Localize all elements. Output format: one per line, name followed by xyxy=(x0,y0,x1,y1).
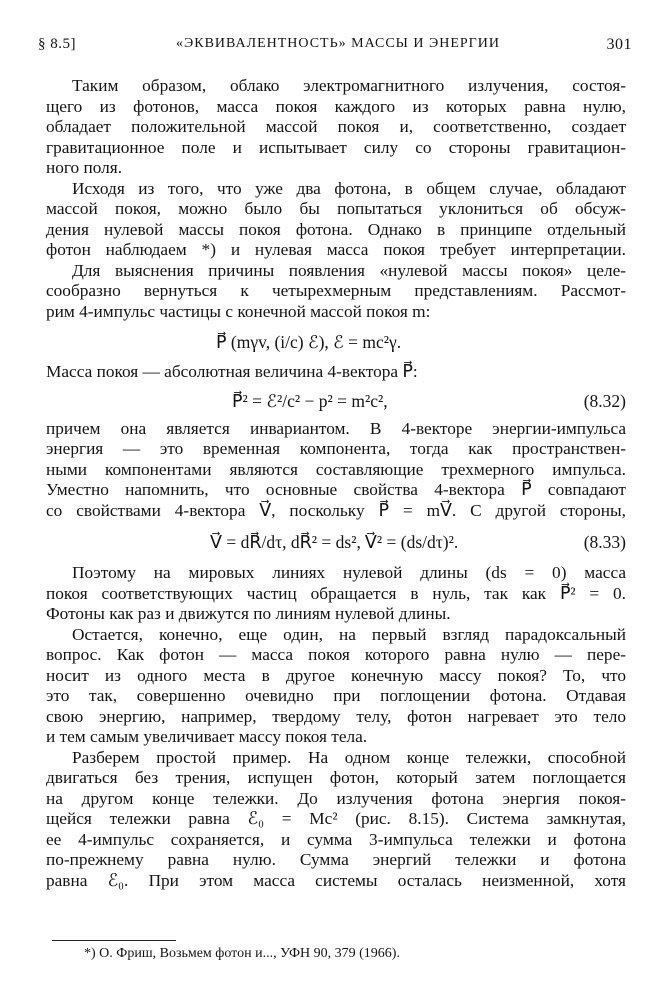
equation-8-32 xyxy=(46,383,626,419)
text-line: равна ℰ₀. При этом масса системы осталась неизменной, хотя xyxy=(46,870,626,890)
text-line: и тем самым увеличивает массу покоя тела. xyxy=(46,727,368,746)
text-line: Уместно напомнить, что основные свойства 4-вектора P⃗ совпадают xyxy=(46,480,626,499)
equation-formula: P⃗² = ℰ²/c² − p² = m²c², xyxy=(232,390,388,411)
text-line: ее 4-импульс сохраняется, и сумма 3-импульса тележки и фотона xyxy=(46,829,626,849)
chapter-title: «ЭКВИВАЛЕНТНОСТЬ» МАССЫ И ЭНЕРГИИ xyxy=(176,36,500,51)
equation-formula: V⃗ = dR⃗/dτ, dR⃗² = ds², V⃗² = (ds/dτ)². xyxy=(210,532,459,552)
page-number: 301 xyxy=(606,36,632,53)
text-line: Разберем простой пример. На одном конце тележки, способной xyxy=(72,747,626,767)
text-line: фотон наблюдаем *) и нулевая масса покоя требует интерпретации. xyxy=(46,240,626,259)
equation-number: (8.33) xyxy=(583,532,626,552)
text-line: ными компонентами являются составляющие трехмерного импульса. xyxy=(46,459,626,479)
text-line: Исходя из того, что уже два фотона, в общем случае, обладают xyxy=(72,178,626,198)
text-line: двигаться без трения, испущен фотон, который затем поглощается xyxy=(46,768,626,787)
text-line: вопрос. Как фотон — масса покоя которого равна нулю — пере- xyxy=(46,645,626,664)
section-number: § 8.5] xyxy=(38,36,76,52)
text-line: со свойствами 4-вектора V⃗, поскольку P⃗ = mV⃗. С другой стороны, xyxy=(46,500,626,520)
text-line: ного поля. xyxy=(46,158,123,177)
text-line: это так, совершенно очевидно при поглощении фотона. Отдавая xyxy=(46,686,626,705)
text-line: Остается, конечно, еще один, на первый взгляд парадоксальный xyxy=(72,624,626,644)
text-line: носит из одного места в другое конечную массу покоя? То, что xyxy=(46,665,626,685)
text-line: Фотоны как раз и движутся по линиям нулевой длины. xyxy=(46,604,451,623)
footnote: *) О. Фриш, Возьмем фотон и..., УФН 90, 379 (1966). xyxy=(84,946,400,961)
text-line: по-прежнему равна нулю. Сумма энергий тележки и фотона xyxy=(46,850,626,869)
equation-8-33 xyxy=(46,521,626,563)
text-line: щего из фотонов, масса покоя каждого из которых равна нулю, xyxy=(46,96,626,116)
text-line: на другом конце тележки. До излучения фотона энергия покоя- xyxy=(46,788,626,808)
text-line: покоя соответствующих частиц обращается в нуль, так как P⃗² = 0. xyxy=(46,583,626,603)
text-line: дения нулевой массы покоя фотона. Однако в принципе отдельный xyxy=(46,219,626,239)
text-line: свою энергию, например, твердому телу, фотон нагревает это тело xyxy=(46,706,626,726)
footnote-rule xyxy=(52,940,176,941)
equation-formula: P⃗ (mγv, (i/c) ℰ), ℰ = mc²γ. xyxy=(216,332,402,352)
text-line: Поэтому на мировых линиях нулевой длины (ds = 0) масса xyxy=(72,563,626,582)
text-line: энергия — это временная компонента, тогда как пространствен- xyxy=(46,439,626,458)
equation-4-momentum xyxy=(46,322,626,362)
page-body xyxy=(46,76,626,891)
text-line: Масса покоя — абсолютная величина 4-вектора P⃗: xyxy=(46,362,418,381)
text-line: сообразно вернуться к четырехмерным представлениям. Рассмот- xyxy=(46,281,626,300)
text-line: Таким образом, облако электромагнитного излучения, состоя- xyxy=(72,76,626,95)
text-line: щейся тележки равна ℰ₀ = Mc² (рис. 8.15). Система замкнутая, xyxy=(46,809,626,828)
text-line: причем она является инвариантом. В 4-векторе энергии-импульса xyxy=(46,418,626,438)
text-line: массой покоя, можно было бы попытаться уклониться об обсуж- xyxy=(46,199,626,218)
equation-number: (8.32) xyxy=(583,390,626,411)
text-line: обладает положительной массой покоя и, соответственно, создает xyxy=(46,117,626,136)
text-line: Для выяснения причины появления «нулевой массы покоя» целе- xyxy=(72,260,626,280)
text-line: гравитационное поле и испытывает силу со стороны гравитацион- xyxy=(46,137,626,157)
text-line: рим 4-импульс частицы с конечной массой покоя m: xyxy=(46,301,431,321)
running-header xyxy=(38,36,632,62)
